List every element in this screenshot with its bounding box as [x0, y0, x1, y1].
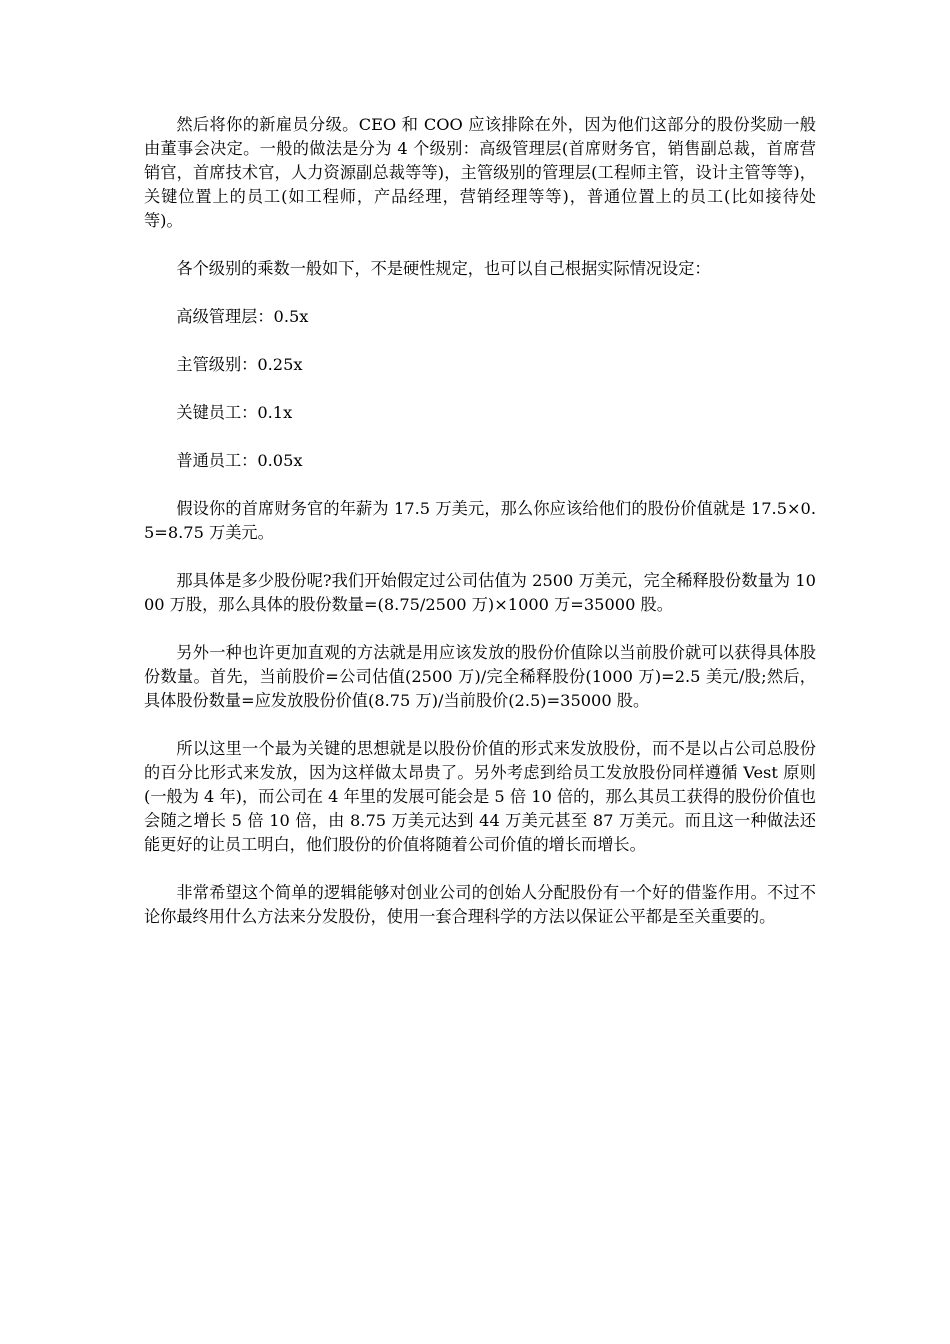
paragraph-alternative-method: 另外一种也许更加直观的方法就是用应该发放的股份价值除以当前股价就可以获得具体股份数量。首先，当前股价=公司估值(2500 万)/完全稀释股份(1000 万)=2.5 美元/股;然后，具体股份数量=应发放股份价值(8.75 万)/当前股价(2.5)=35000 股。 — [144, 643, 816, 710]
multiplier-regular-employee: 普通员工：0.05x — [176, 451, 303, 470]
paragraph-multiplier-intro: 各个级别的乘数一般如下，不是硬性规定，也可以自己根据实际情况设定： — [176, 259, 711, 278]
multiplier-key-employee: 关键员工：0.1x — [176, 403, 293, 422]
multiplier-senior-management: 高级管理层：0.5x — [176, 307, 309, 326]
paragraph-employee-levels: 然后将你的新雇员分级。CEO 和 COO 应该排除在外，因为他们这部分的股份奖励一般由董事会决定。一般的做法是分为 4 个级别：高级管理层(首席财务官，销售副总裁，首席营销官，首席技术官，人力资源副总裁等等)，主管级别的管理层(工程师主管，设计主管等等)，关键位置上的员工(如工程师，产品经理，营销经理等等)，普通位置上的员工(比如接待处等)。 — [144, 115, 816, 230]
paragraph-conclusion: 非常希望这个简单的逻辑能够对创业公司的创始人分配股份有一个好的借鉴作用。不过不论你最终用什么方法来分发股份，使用一套合理科学的方法以保证公平都是至关重要的。 — [144, 883, 816, 926]
paragraph-key-idea: 所以这里一个最为关键的思想就是以股份价值的形式来发放股份，而不是以占公司总股份的百分比形式来发放，因为这样做太昂贵了。另外考虑到给员工发放股份同样遵循 Vest 原则(一般为 4 年)，而公司在 4 年里的发展可能会是 5 倍 10 倍的，那么其员工获得的股份价值也会随之增长 5 倍 10 倍，由 8.75 万美元达到 44 万美元甚至 87 万美元。而且这一种做法还能更好的让员工明白，他们股份的价值将随着公司价值的增长而增长。 — [144, 739, 816, 854]
document-body — [144, 113, 816, 929]
paragraph-share-calculation: 那具体是多少股份呢?我们开始假定过公司估值为 2500 万美元，完全稀释股份数量为 1000 万股，那么具体的股份数量=(8.75/2500 万)×1000 万=35000 股。 — [144, 571, 816, 614]
paragraph-cfo-example: 假设你的首席财务官的年薪为 17.5 万美元，那么你应该给他们的股份价值就是 17.5×0.5=8.75 万美元。 — [144, 499, 816, 542]
multiplier-supervisor-level: 主管级别：0.25x — [176, 355, 303, 374]
